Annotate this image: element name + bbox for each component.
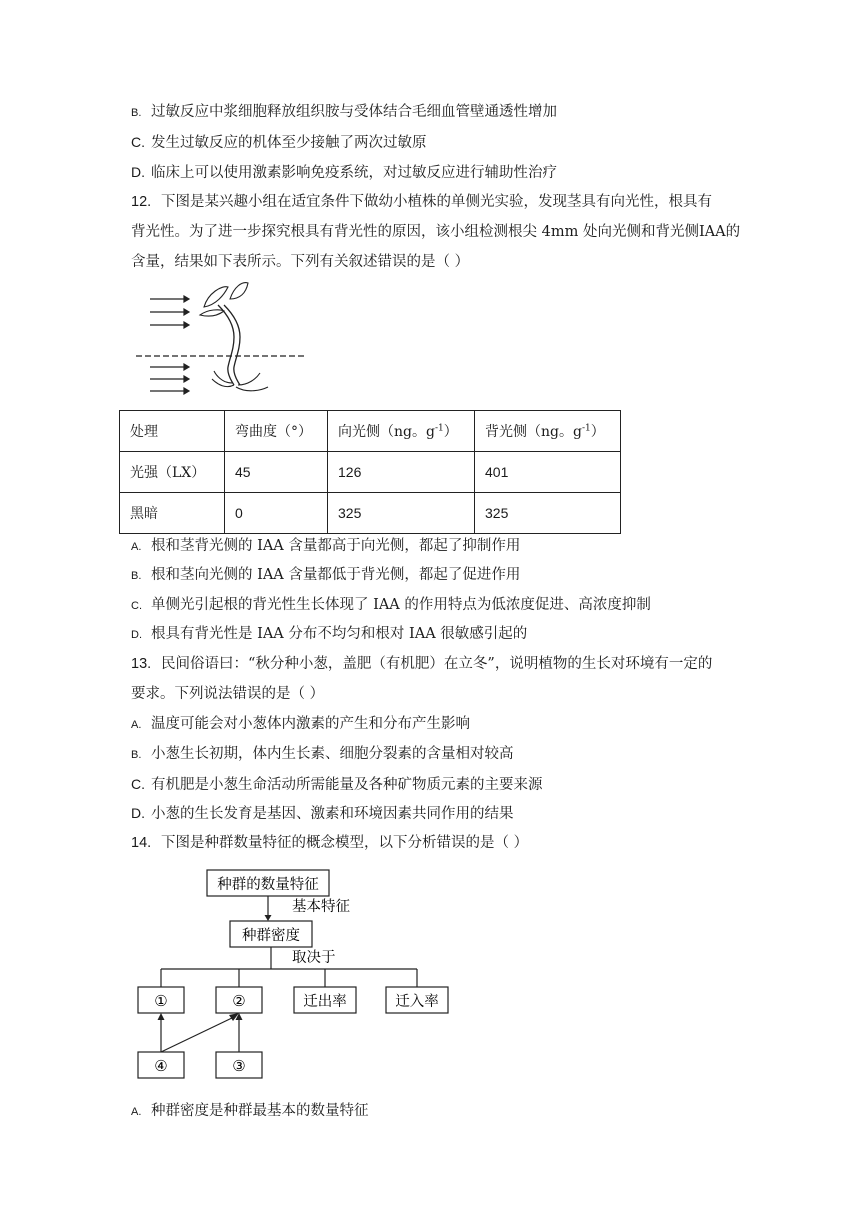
label-box-3: ③	[232, 1057, 246, 1075]
option-label: D.	[131, 805, 145, 821]
option-line	[131, 744, 514, 765]
option-text: 小葱的生长发育是基因、激素和环境因素共同作用的结果	[151, 806, 514, 822]
plant-stem	[218, 305, 234, 385]
option-label: A.	[131, 719, 142, 731]
option-label: B.	[131, 107, 142, 119]
question-12-stem-line1	[131, 192, 712, 212]
table-cell: 126	[328, 452, 475, 493]
option-text: 根具有背光性是 IAA 分布不均匀和根对 IAA 很敏感引起的	[151, 626, 528, 642]
option-label: C.	[131, 600, 142, 612]
table-cell: 401	[475, 452, 621, 493]
population-concept-diagram	[130, 866, 460, 1082]
question-number: 14.	[131, 835, 152, 851]
option-line	[131, 565, 520, 586]
option-line	[131, 132, 427, 153]
option-label: B.	[131, 570, 142, 582]
option-text: 种群密度是种群最基本的数量特征	[151, 1103, 369, 1119]
question-12-stem-line3	[131, 252, 469, 272]
label-basic-feature: 基本特征	[292, 899, 350, 915]
plant-phototropism-figure	[130, 275, 320, 400]
light-arrows-bottom	[150, 364, 189, 394]
question-text: 下图是某兴趣小组在适宜条件下做幼小植株的单侧光实验，发现茎具有向光性，根具有	[161, 194, 712, 210]
plant-roots	[212, 371, 268, 391]
table-row	[120, 493, 621, 534]
table-cell: 325	[475, 493, 621, 534]
table-row	[120, 452, 621, 493]
option-label: D.	[131, 629, 142, 641]
option-label: B.	[131, 749, 142, 761]
question-13-stem-line1	[131, 654, 712, 674]
label-box-1: ①	[154, 992, 168, 1010]
table-cell: 325	[328, 493, 475, 534]
option-line	[131, 774, 543, 795]
table-cell: 黑暗	[120, 493, 225, 534]
question-13-stem-line2	[131, 684, 324, 704]
option-text: 发生过敏反应的机体至少接触了两次过敏原	[151, 135, 427, 151]
option-line	[131, 1101, 369, 1122]
table-header-cell: 处理	[120, 411, 225, 452]
question-12-stem-line2	[131, 222, 740, 242]
option-text: 单侧光引起根的背光性生长体现了 IAA 的作用特点为低浓度促进、高浓度抑制	[151, 597, 651, 613]
label-population-density: 种群密度	[242, 928, 300, 944]
option-text: 温度可能会对小葱体内激素的产生和分布产生影响	[151, 716, 470, 732]
option-text: 有机肥是小葱生命活动所需能量及各种矿物质元素的主要来源	[151, 777, 543, 793]
question-number: 12.	[131, 194, 152, 210]
question-text: 含量，结果如下表所示。下列有关叙述错误的是（ ）	[131, 254, 470, 270]
question-text: 下图是种群数量特征的概念模型，以下分析错误的是（ ）	[161, 835, 529, 851]
table-cell: 0	[225, 493, 328, 534]
question-text: 要求。下列说法错误的是（ ）	[131, 686, 325, 702]
option-label: A.	[131, 1106, 142, 1118]
option-label: D.	[131, 164, 145, 180]
option-text: 小葱生长初期，体内生长素、细胞分裂素的含量相对较高	[151, 746, 514, 762]
leaf-icon	[204, 287, 228, 307]
option-text: 根和茎向光侧的 IAA 含量都低于背光侧，都起了促进作用	[151, 567, 521, 583]
label-population-features: 种群的数量特征	[217, 877, 319, 893]
option-text: 根和茎背光侧的 IAA 含量都高于向光侧，都起了抑制作用	[151, 538, 521, 554]
option-line	[131, 714, 470, 735]
option-label: C.	[131, 134, 145, 150]
table-header-cell: 背光侧（ng。$g^{-1}$）	[475, 411, 621, 452]
table-cell: 45	[225, 452, 328, 493]
light-arrows-top	[150, 296, 189, 328]
question-text: 背光性。为了进一步探究根具有背光性的原因，该小组检测根尖 4mm 处向光侧和背光侧IAA的	[131, 224, 741, 240]
option-line	[131, 595, 651, 616]
option-line	[131, 803, 514, 824]
option-label: C.	[131, 776, 145, 792]
label-immigration: 迁入率	[395, 994, 439, 1010]
question-text: 民间俗语曰：“秋分种小葱，盖肥（有机肥）在立冬”，说明植物的生长对环境有一定的	[161, 656, 713, 672]
question-14-stem	[131, 833, 528, 853]
option-text: 临床上可以使用激素影响免疫系统，对过敏反应进行辅助性治疗	[151, 165, 557, 181]
question-number: 13.	[131, 656, 152, 672]
iaa-data-table	[119, 410, 621, 534]
option-line	[131, 102, 557, 123]
option-label: A.	[131, 541, 142, 553]
label-emigration: 迁出率	[303, 994, 347, 1010]
option-line	[131, 162, 557, 183]
label-box-2: ②	[232, 992, 246, 1010]
table-header-cell: 弯曲度（°）	[225, 411, 328, 452]
option-line	[131, 624, 527, 645]
table-header-row	[120, 411, 621, 452]
option-text: 过敏反应中浆细胞释放组织胺与受体结合毛细血管壁通透性增加	[151, 104, 557, 120]
label-box-4: ④	[154, 1057, 168, 1075]
table-header-cell: 向光侧（ng。$g^{-1}$）	[328, 411, 475, 452]
label-depends-on: 取决于	[292, 950, 336, 966]
table-cell: 光强（LX）	[120, 452, 225, 493]
option-line	[131, 536, 520, 557]
